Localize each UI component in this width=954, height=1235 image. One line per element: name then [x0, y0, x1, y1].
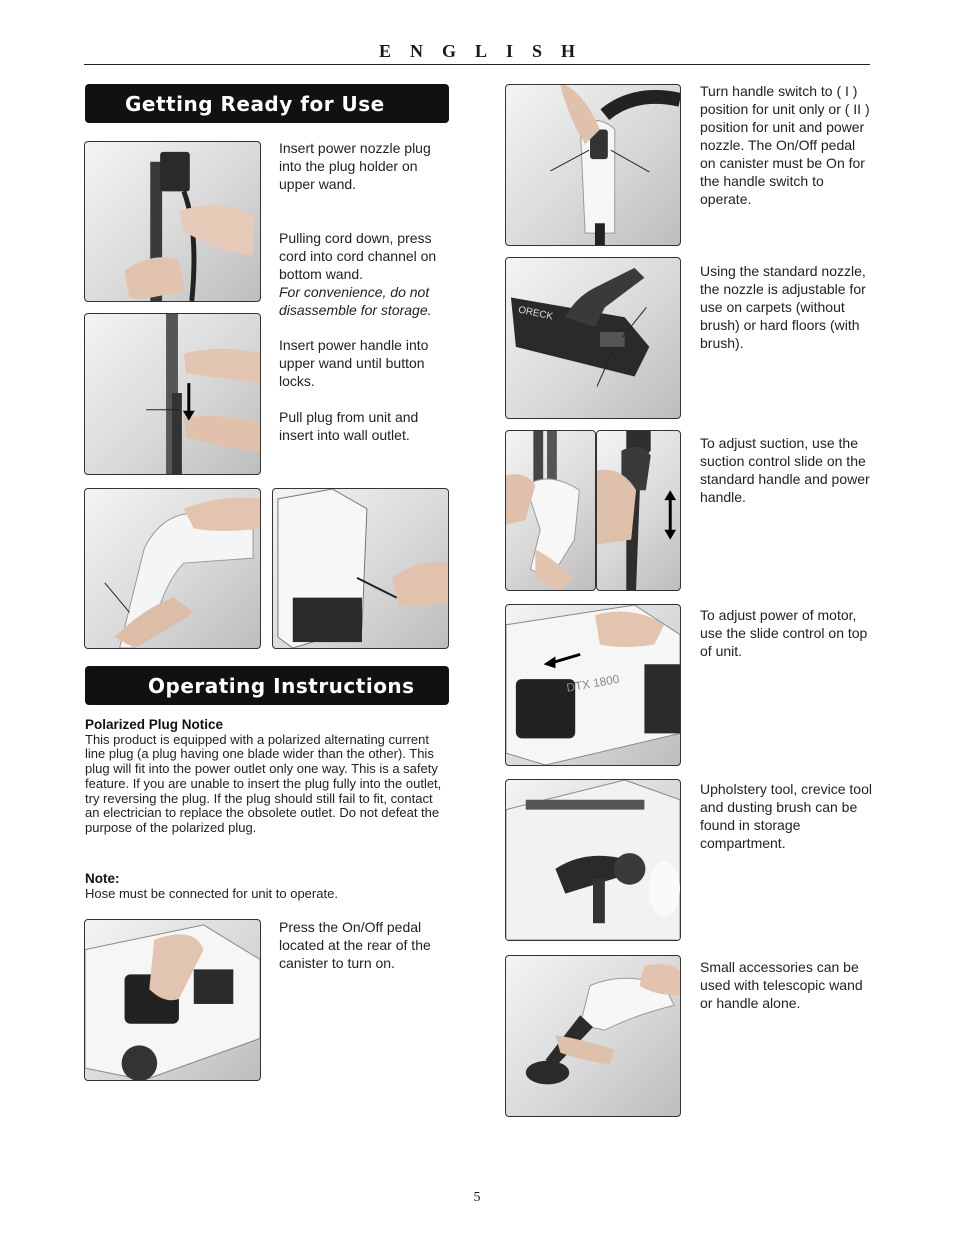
step-small-accessories: Small accessories can be used with telescopic wand or handle alone. [700, 959, 863, 1011]
photo-pedal [84, 919, 261, 1081]
photo-handle-grip [84, 488, 261, 649]
notice-body: This product is equipped with a polarized alternating current line plug (a plug having one blade wider than the other). This plug will fit into the power outlet only one way. This is a safety feature. If you are unable to insert the plug fully into the outlet, try reversing the plug. If the plug should still fail to fit, contact an electrician to replace the obsolete outlet. Do not defeat the purpose of the polarized plug. [85, 731, 442, 835]
photo-motor-slide [505, 604, 681, 766]
photo-handle-switch [505, 84, 681, 246]
step-pull-plug: Pull plug from unit and insert into wall outlet. [279, 409, 419, 443]
language-heading: ENGLISH [378, 41, 595, 61]
step-text-plug-cord [279, 139, 449, 319]
step-text-handle-plug [279, 336, 449, 444]
step-handle-switch: Turn handle switch to ( I ) position for unit only or ( II ) position for unit and power nozzle. The On/Off pedal on canister must be On for the handle switch to operate. [700, 83, 870, 207]
note-body: Hose must be connected for unit to operate. [85, 885, 338, 901]
step-cord-channel: Pulling cord down, press cord into cord channel on bottom wand. [279, 230, 437, 282]
section-title: Getting Ready for Use [125, 91, 385, 116]
polarized-plug-notice [85, 718, 450, 836]
section-title: Operating Instructions [148, 673, 415, 698]
notice-title: Polarized Plug Notice [85, 717, 224, 732]
photo-standard-nozzle [505, 257, 681, 419]
photo-plug-holder [84, 141, 261, 302]
step-storage-tools: Upholstery tool, crevice tool and dusting brush can be found in storage compartment. [700, 781, 872, 851]
page-number: 5 [473, 1190, 481, 1205]
step-cord-note: For convenience, do not disassemble for storage. [279, 284, 432, 318]
model-label: DTX 1800 [565, 671, 621, 695]
step-handle-insert: Insert power handle into upper wand until button locks. [279, 337, 429, 389]
photo-handle-insert [84, 313, 261, 475]
photo-plug-outlet [272, 488, 449, 649]
photo-storage-tools [505, 779, 681, 941]
section-banner-operating [85, 666, 449, 705]
section-banner-getting-ready [85, 84, 449, 123]
note-title: Note: [85, 871, 120, 886]
photo-small-accessories [505, 955, 681, 1117]
photo-suction-power [596, 430, 681, 591]
step-motor-power: To adjust power of motor, use the slide control on top of unit. [700, 607, 868, 659]
photo-suction-standard [505, 430, 596, 591]
step-pedal: Press the On/Off pedal located at the rear of the canister to turn on. [279, 919, 431, 971]
nozzle-brand-label: ORECK [517, 304, 554, 323]
hose-note [85, 872, 450, 901]
step-standard-nozzle: Using the standard nozzle, the nozzle is adjustable for use on carpets (without brush) or hard floors (with brush). [700, 263, 866, 351]
header-rule [84, 64, 870, 65]
step-nozzle-plug: Insert power nozzle plug into the plug holder on upper wand. [279, 140, 431, 192]
step-suction: To adjust suction, use the suction control slide on the standard handle and power handle. [700, 435, 870, 505]
